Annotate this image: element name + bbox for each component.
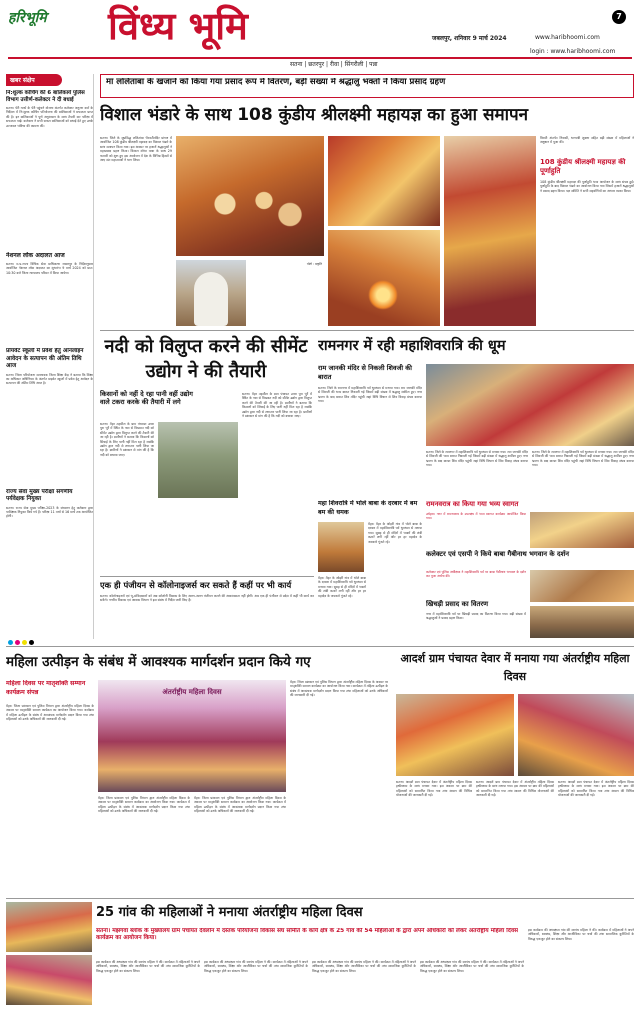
cement-body: सतना। मैहर तहसील के ग्राम पंचायत उपरा पुरा भुर्रे में स्थित के नाम से विख्यात नदी को सीमेंट उद्योग द्वारा विलुप्त करने की तैयारी की जा रही है। ग्रामीणों ने बताया कि किसानों को सिंचाई के लिए पानी नहीं मिल रहा है जबकि उद्योग द्वारा नदी से लगातार पानी लिया जा रहा है। ग्रामीणों ने प्रशासन से मांग की है कि नदी को बचाया जाए।: [100, 422, 154, 457]
brief-body: सतना। म.प्र.राज्य विधिक सेवा प्राधिकरण जबलपुर के निर्देशानुसार आयोजित नेशनल लोक अदालत का शुभारंभ 9 मार्च 2024 को प्रात: 10:30 बजे जिला न्यायालय परिसर में किया जायेगा।: [6, 262, 93, 275]
edition-list: सतना | छतरपुर | रीवा | सिंगरौली | पन्ना: [290, 61, 378, 68]
newspaper-logo: हरिभूमि: [8, 10, 47, 26]
ritual-photo-1: [328, 136, 440, 226]
masthead: [0, 0, 640, 68]
ramnagar-body1-cont: सतना। जिले के रामनगर में महाशिवरात्रि पर्व धूमधाम से मनाया गया। राम जानकी मंदिर से शिवजी की भव्य बारात निकाली गई जिसमें बड़ी संख्या में श्रद्धालु शामिल हुए। नगर भ्रमण के बाद बारात शिव मंदिर पहुंची जहां विधि विधान से शिव विवाह संपन्न कराया गया।: [426, 450, 528, 468]
person-shape: [194, 272, 228, 326]
villages-deck: सतना। मझगवां ब्लॉक के मुख्यालय ग्राम पंचायत देवलोन में दस्तक परियोजना विकास संघ समिति के कार्य क्षेत्र के 25 गांव की 54 महिलाओं के द्वारा अपने अधिकारों को लेकर अंतर्राष्ट्रीय महिला दिवस कार्यक्रम का आयोजन किया।: [96, 928, 518, 942]
women-body: मैहर। जिला प्रशासन एवं पुलिस विभाग द्वारा अंतर्राष्ट्रीय महिला दिवस के अवसर पर मातृशक्ति सम्मान कार्यक्रम का आयोजन किया गया। कार्यक्रम में महिला उत्पीड़न के संबंध में आवश्यक मार्गदर्शन प्रदान किया गया तथा महिलाओं को उनके अधिकारों की जानकारी दी गई।: [6, 704, 94, 722]
ritual-photo-2: [328, 230, 440, 326]
villages-headline: 25 गांव की महिलाओं ने मनाया अंतर्राष्ट्रीय महिला दिवस: [96, 905, 363, 920]
issue-date: जबलपुर, शनिवार 9 मार्च 2024: [432, 35, 507, 42]
dewar-headline: आदर्श ग्राम पंचायत देवार में मनाया गया अंतर्राष्ट्रीय महिला दिवस: [400, 652, 630, 683]
ramnagar-body1-cont: सतना। जिले के रामनगर में महाशिवरात्रि पर्व धूमधाम से मनाया गया। राम जानकी मंदिर से शिवजी की भव्य बारात निकाली गई जिसमें बड़ी संख्या में श्रद्धालु शामिल हुए। नगर भ्रमण के बाद बारात शिव मंदिर पहुंची जहां विधि विधान से शिव विवाह संपन्न कराया गया।: [532, 450, 634, 468]
ramnagar-body3: उचेहरा। नगर में रामनवरात्र के उपलक्ष्य में भव्य स्वागत कार्यक्रम आयोजित किया गया।: [426, 512, 526, 521]
cement-subhead: किसानों को नहीं दे रहा पानी वहीं उद्योग वाले टकरा करके की तैयारी में लगे: [100, 390, 193, 406]
section-divider: [100, 576, 314, 577]
women-body-cont: मैहर। जिला प्रशासन एवं पुलिस विभाग द्वारा अंतर्राष्ट्रीय महिला दिवस के अवसर पर मातृशक्ति सम्मान कार्यक्रम का आयोजन किया गया। कार्यक्रम में महिला उत्पीड़न के संबंध में आवश्यक मार्गदर्शन प्रदान किया गया तथा महिलाओं को उनके अधिकारों की जानकारी दी गई।: [98, 796, 190, 814]
ramnagar-sub4: कलेक्टर एवं एसपी ने किये बाबा गैबीनाथ भगवान के दर्शन: [426, 550, 570, 558]
section-title: विंध्य भूमि: [108, 3, 248, 48]
top-banner: [100, 74, 634, 98]
villages-body-cont: इस कार्यक्रम की अध्यक्षता गांव की सरपंच महिला ने की। कार्यक्रम में महिलाओं ने अपने अधिकारों, स्वास्थ्य, शिक्षा और आजीविका पर चर्चा की तथा सामाजिक कुरीतियों के विरुद्ध एकजुट होने का संकल्प लिया।: [312, 960, 416, 973]
banner-text: मां ललितांबा के खजाने को किया गया प्रसाद रूप में वितरण, बड़ी संख्या में श्रद्धालु भक्तों ने किया प्रसाद ग्रहण: [106, 78, 446, 87]
brief-headline: प्रायवेट स्कूलों में प्रवेश हेतु आनलाइन आवेदन के सत्यापन की अंतिम तिथि आज: [6, 348, 84, 369]
section-divider: [100, 330, 634, 331]
main-story-body: सतना। जिले के सुप्रसिद्ध ललितांबा भैरवतीमंदिर प्रांगण में आयोजित 108 कुंडीय श्रीलक्ष्मी महायज्ञ का विशाल भंडारे के साथ समापन किया गया। इस अवसर पर हजारों श्रद्धालुओं ने महाप्रसाद ग्रहण किया। विशाल शोभा यात्रा के साथ 29 फरवरी को शुरू हुए इस आयोजन में देश के विभिन्न हिस्सों से आए संत महात्माओं ने भाग लिया।: [100, 136, 172, 163]
crowd-shape: [186, 176, 316, 246]
devotees-photo: [444, 136, 536, 326]
ramnagar-body4: कलेक्टर एवं पुलिस अधीक्षक ने महाशिवरात्रि पर्व पर बाबा गैबीनाथ भगवान के दर्शन कर पूजा अर्चना की।: [426, 570, 526, 579]
women-headline: महिला उत्पीड़न के संबंध में आवश्यक मार्गदर्शन प्रदान किये गए: [6, 654, 311, 670]
ramnagar-sub2: महा शिवरात्रि में भोले बाबा के दरबार में बम बम की धमक: [318, 500, 418, 516]
dewar-photo-2: [518, 694, 634, 776]
login-link[interactable]: login : www.haribhoomi.com: [530, 48, 616, 55]
main-side-headline: 108 कुंडीय श्रीलक्ष्मी महायज्ञ की पूर्णाहुति: [540, 158, 626, 175]
procession-photo: [426, 364, 634, 446]
section-divider: [6, 646, 634, 647]
ramnagar-sub5: खिचड़ी प्रसाद का वितरण: [426, 600, 489, 608]
villages-body-cont: इस कार्यक्रम की अध्यक्षता गांव की सरपंच महिला ने की। कार्यक्रम में महिलाओं ने अपने अधिकारों, स्वास्थ्य, शिक्षा और आजीविका पर चर्चा की तथा सामाजिक कुरीतियों के विरुद्ध एकजुट होने का संकल्प लिया।: [204, 960, 308, 973]
villages-photo-2: [6, 955, 92, 1005]
brief-headline: नि:शुल्क कोचिंग की 6 बालिकायें पुलिस विभाग उत्तीर्ण-कलेक्टर ने दी बधाई: [6, 90, 85, 103]
masthead-rule: [8, 57, 632, 59]
colonizer-body: सतना। कॉलोनाइजरों एवं भू-संविदाकारों को अब कॉलोनी विकास के लिए अलग-अलग पंजीयन कराने की आवश्यकता नहीं होगी। अब एक ही पंजीयन से प्रदेश में कहीं भी कार्य कर सकेंगे। नगरीय विकास एवं आवास विभाग ने इस संबंध में निर्देश जारी किए हैं।: [100, 594, 314, 603]
temple-photo: [318, 522, 364, 572]
dewar-body-cont: सतना। आदर्श ग्राम पंचायत देवार में अंतर्राष्ट्रीय महिला दिवस हर्षोल्लास के साथ मनाया गया। इस अवसर पर ग्राम की महिलाओं को सम्मानित किया गया तथा शासन की विभिन्न योजनाओं की जानकारी दी गई।: [476, 780, 554, 798]
page-number: 7: [612, 10, 626, 24]
prasad-photo: [530, 606, 634, 638]
brief-headline: नेशनल लोक अदालत आज: [6, 252, 65, 259]
ramnagar-body1: सतना। जिले के रामनगर में महाशिवरात्रि पर्व धूमधाम से मनाया गया। राम जानकी मंदिर से शिवजी की भव्य बारात निकाली गई जिसमें बड़ी संख्या में श्रद्धालु शामिल हुए। नगर भ्रमण के बाद बारात शिव मंदिर पहुंची जहां विधि विधान से शिव विवाह संपन्न कराया गया।: [318, 386, 422, 404]
cement-headline: नदी को विलुप्त करने की सीमेंट उद्योग ने की तैयारी: [104, 336, 308, 382]
cement-body-cont: सतना। मैहर तहसील के ग्राम पंचायत उपरा पुरा भुर्रे में स्थित के नाम से विख्यात नदी को सीमेंट उद्योग द्वारा विलुप्त करने की तैयारी की जा रही है। ग्रामीणों ने बताया कि किसानों को सिंचाई के लिए पानी नहीं मिल रहा है जबकि उद्योग द्वारा नदी से लगातार पानी लिया जा रहा है। ग्रामीणों ने प्रशासन से मांग की है कि नदी को बचाया जाए।: [242, 392, 312, 419]
ramnagar-headline: रामनगर में रही महाशिवरात्रि की धूम: [318, 338, 506, 354]
dewar-body: सतना। आदर्श ग्राम पंचायत देवार में अंतर्राष्ट्रीय महिला दिवस हर्षोल्लास के साथ मनाया गया। इस अवसर पर ग्राम की महिलाओं को सम्मानित किया गया तथा शासन की विभिन्न योजनाओं की जानकारी दी गई।: [396, 780, 472, 798]
ramnagar-body2: मैहर। मैहर के ओइरी गांव में भोले बाबा के दरबार में महाशिवरात्रि पर्व धूमधाम से मनाया गया। सुबह से ही मंदिरों में भक्तों की लंबी कतारें लगी रहीं और हर हर महादेव के जयकारे गूंजते रहे।: [368, 522, 422, 544]
registration-marks-left: [8, 640, 34, 645]
photo-caption: पोटो : प्रकृति: [306, 262, 322, 266]
yagya-photo: [176, 136, 324, 256]
ramnagar-body2-cont: मैहर। मैहर के ओइरी गांव में भोले बाबा के दरबार में महाशिवरात्रि पर्व धूमधाम से मनाया गया। सुबह से ही मंदिरों में भक्तों की लंबी कतारें लगी रहीं और हर हर महादेव के जयकारे गूंजते रहे।: [318, 576, 366, 598]
women-subhead: महिला दिवस पर मातृशक्ति सम्मान कार्यक्रम संपन्न: [6, 680, 86, 696]
welcome-photo: [530, 512, 634, 548]
brief-body: सतना। जिला परियोजना समन्वयक जिला शिक्षा केंद्र ने बताया कि शिक्षा का अधिकार अधिनियम के अंतर्गत प्राइवेट स्कूलों में प्रवेश हेतु आवेदन के सत्यापन की अंतिम तिथि आज है।: [6, 372, 93, 386]
womens-day-banner: अंतर्राष्ट्रीय महिला दिवस: [162, 688, 222, 696]
fire-shape: [368, 280, 398, 310]
main-headline: विशाल भंडारे के साथ 108 कुंडीय श्रीलक्ष्मी महायज्ञ का हुआ समापन: [100, 105, 529, 125]
colonizer-headline: एक ही पंजीयन से कॉलोनाइजर्स कर सकते हैं कहीं पर भी कार्य: [100, 580, 292, 590]
villages-body-cont: इस कार्यक्रम की अध्यक्षता गांव की सरपंच महिला ने की। कार्यक्रम में महिलाओं ने अपने अधिकारों, स्वास्थ्य, शिक्षा और आजीविका पर चर्चा की तथा सामाजिक कुरीतियों के विरुद्ध एकजुट होने का संकल्प लिया।: [528, 928, 634, 941]
brief-body: सतना। राज्य सेवा मुख्य परीक्षा-2023 के संचालन हेतु कलेक्टर द्वारा पर्यवेक्षक नियुक्त किये गये हैं। परीक्षा 11 मार्च से 16 मार्च तक आयोजित होगी।: [6, 505, 93, 519]
brief-body: सतना। पेरी गर्ल्स के पेरी पहुंचने योजना अंतर्गत कलेक्टर अनुराग वर्मा के निर्देशन में नि:शुल्क कोचिंग परियोजना की बालिकाओं ने सफलता प्राप्त की है। इन बालिकाओं ने पूर्ण अनुशासन के साथ तैयारी कर परीक्षा में सफलता पाई। कलेक्टर ने सभी सफल बालिकाओं को बधाई देते हुए उनके उज्जवल भविष्य की कामना की।: [6, 106, 93, 128]
villages-body-cont: इस कार्यक्रम की अध्यक्षता गांव की सरपंच महिला ने की। कार्यक्रम में महिलाओं ने अपने अधिकारों, स्वास्थ्य, शिक्षा और आजीविका पर चर्चा की तथा सामाजिक कुरीतियों के विरुद्ध एकजुट होने का संकल्प लिया।: [420, 960, 524, 973]
womens-day-photo: [98, 680, 286, 792]
women-body-cont: मैहर। जिला प्रशासन एवं पुलिस विभाग द्वारा अंतर्राष्ट्रीय महिला दिवस के अवसर पर मातृशक्ति सम्मान कार्यक्रम का आयोजन किया गया। कार्यक्रम में महिला उत्पीड़न के संबंध में आवश्यक मार्गदर्शन प्रदान किया गया तथा महिलाओं को उनके अधिकारों की जानकारी दी गई।: [194, 796, 286, 814]
villages-body: इस कार्यक्रम की अध्यक्षता गांव की सरपंच महिला ने की। कार्यक्रम में महिलाओं ने अपने अधिकारों, स्वास्थ्य, शिक्षा और आजीविका पर चर्चा की तथा सामाजिक कुरीतियों के विरुद्ध एकजुट होने का संकल्प लिया।: [96, 960, 200, 973]
dewar-body-cont: सतना। आदर्श ग्राम पंचायत देवार में अंतर्राष्ट्रीय महिला दिवस हर्षोल्लास के साथ मनाया गया। इस अवसर पर ग्राम की महिलाओं को सम्मानित किया गया तथा शासन की विभिन्न योजनाओं की जानकारी दी गई।: [558, 780, 634, 798]
ramnagar-sub3: रामनवरात्र का किया गया भव्य स्वागत: [426, 500, 519, 508]
main-side-text: 108 कुंडीय श्रीलक्ष्मी महायज्ञ की पूर्णाहुति भव्य आयोजन के साथ संपन्न हुई। पूर्णाहुति के बाद विशाल भंडारे का आयोजन किया गया जिसमें हजारों श्रद्धालुओं ने प्रसाद ग्रहण किया। यज्ञ समिति ने सभी सहयोगियों का आभार व्यक्त किया।: [540, 180, 634, 193]
ramnagar-body5: नगर में महाशिवरात्रि पर्व पर खिचड़ी प्रसाद का वितरण किया गया। बड़ी संख्या में श्रद्धालुओं ने प्रसाद ग्रहण किया।: [426, 612, 526, 621]
ramnagar-sub1: राम जानकी मंदिर से निकली शिवजी की बारात: [318, 364, 412, 381]
section-divider: [6, 898, 634, 899]
villages-photo-1: [6, 902, 92, 952]
brief-headline: राज्य सेवा मुख्य परीक्षा संगणीय पर्यवेक्षक नियुक्त: [6, 488, 73, 502]
dewar-photo-1: [396, 694, 514, 776]
news-brief-sidebar: [6, 74, 94, 639]
main-side-body: विराटी अंतर्गत निवासी, भाग्यश्री शुक्ला सहित बड़ी संख्या में महिलाओं ने अनुष्ठान में पूजा की।: [540, 136, 634, 145]
sidebar-label: खबर संक्षेप: [6, 74, 62, 86]
priest-photo: [176, 260, 246, 326]
collector-photo: [530, 570, 634, 602]
river-photo: [158, 422, 238, 498]
women-body-cont: मैहर। जिला प्रशासन एवं पुलिस विभाग द्वारा अंतर्राष्ट्रीय महिला दिवस के अवसर पर मातृशक्ति सम्मान कार्यक्रम का आयोजन किया गया। कार्यक्रम में महिला उत्पीड़न के संबंध में आवश्यक मार्गदर्शन प्रदान किया गया तथा महिलाओं को उनके अधिकारों की जानकारी दी गई।: [290, 680, 388, 698]
website-link[interactable]: www.haribhoomi.com: [535, 34, 600, 41]
